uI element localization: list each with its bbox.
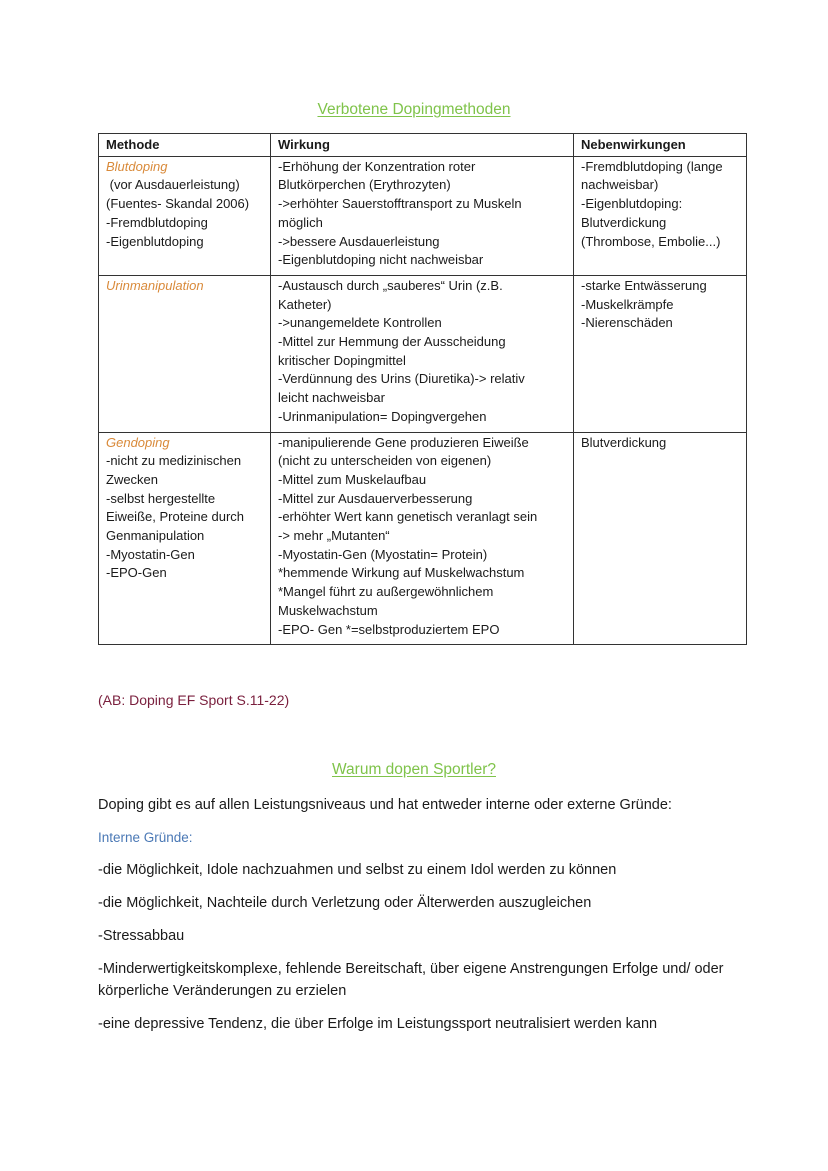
side-effect-line: -Nierenschäden xyxy=(581,315,673,331)
effect-line: leicht nachweisbar xyxy=(278,390,385,406)
reason-item: -die Möglichkeit, Idole nachzuahmen und selbst zu einem Idol werden zu können xyxy=(98,862,617,878)
effect-line: Katheter) xyxy=(278,296,332,312)
method-detail-line: Zwecken xyxy=(106,471,159,487)
method-detail-line: -nicht zu medizinischen xyxy=(106,453,242,469)
table-body xyxy=(99,156,747,645)
header-nebenwirkungen: Nebenwirkungen xyxy=(574,134,747,157)
section-title-doping-methods: Verbotene Dopingmethoden xyxy=(317,101,511,118)
effect-line: Muskelwachstum xyxy=(278,602,378,618)
reason-item: -Minderwertigkeitskomplexe, fehlende Bereitschaft, über eigene Anstrengungen Erfolge und/ oder körperliche Veränderungen zu erzielen xyxy=(98,961,724,999)
method-detail-line: -Fremdblutdoping xyxy=(106,214,208,230)
effect-line: -Mittel zum Muskelaufbau xyxy=(278,471,427,487)
side-effect-line: Blutverdickung xyxy=(581,214,667,230)
method-detail-line: -selbst hergestellte xyxy=(106,490,216,506)
effect-line: *Mangel führt zu außergewöhnlichem xyxy=(278,584,494,600)
method-cell xyxy=(99,156,271,275)
effect-line: -Austausch durch „sauberes“ Urin (z.B. xyxy=(278,277,503,293)
method-cell xyxy=(99,432,271,645)
table-header-row xyxy=(99,134,747,157)
effect-line: (nicht zu unterscheiden von eigenen) xyxy=(278,453,492,469)
side-effects-cell xyxy=(574,432,747,645)
effect-line: ->unangemeldete Kontrollen xyxy=(278,315,442,331)
doping-methods-table xyxy=(98,133,747,645)
method-detail-line: (Fuentes- Skandal 2006) xyxy=(106,196,250,212)
method-name: Gendoping xyxy=(106,434,170,450)
effect-line: ->erhöhter Sauerstofftransport zu Muskeln xyxy=(278,196,522,212)
table-row xyxy=(99,156,747,275)
internal-reasons-heading: Interne Gründe: xyxy=(98,830,193,845)
side-effects-cell xyxy=(574,156,747,275)
method-detail-line: -EPO-Gen xyxy=(106,565,167,581)
method-detail-line: Eiweiße, Proteine durch xyxy=(106,509,245,525)
effect-line: kritischer Dopingmittel xyxy=(278,352,406,368)
effect-line: -Erhöhung der Konzentration roter xyxy=(278,158,476,174)
method-detail-line: (vor Ausdauerleistung) xyxy=(106,177,240,193)
effect-line: -Urinmanipulation= Dopingvergehen xyxy=(278,408,487,424)
side-effect-line: nachweisbar) xyxy=(581,177,659,193)
side-effects-cell xyxy=(574,275,747,432)
side-effect-line: -Muskelkrämpfe xyxy=(581,296,674,312)
reason-item: -eine depressive Tendenz, die über Erfolge im Leistungssport neutralisiert werden kann xyxy=(98,1016,658,1032)
effect-line: -Myostatin-Gen (Myostatin= Protein) xyxy=(278,546,488,562)
intro-paragraph: Doping gibt es auf allen Leistungsniveaus und hat entweder interne oder externe Gründe: xyxy=(98,797,672,813)
side-effect-line: -Fremdblutdoping (lange xyxy=(581,158,723,174)
header-wirkung: Wirkung xyxy=(271,134,574,157)
side-effect-line: -starke Entwässerung xyxy=(581,277,707,293)
effect-line: -EPO- Gen *=selbstproduziertem EPO xyxy=(278,621,500,637)
section-title-why-dope: Warum dopen Sportler? xyxy=(332,761,496,778)
header-methode: Methode xyxy=(99,134,271,157)
table-row xyxy=(99,275,747,432)
source-reference: (AB: Doping EF Sport S.11-22) xyxy=(98,692,290,708)
method-detail-line: Genmanipulation xyxy=(106,528,205,544)
effect-line: -Verdünnung des Urins (Diuretika)-> relativ xyxy=(278,371,525,387)
effect-line: -> mehr „Mutanten“ xyxy=(278,528,390,544)
effect-cell xyxy=(271,156,574,275)
effect-line: -manipulierende Gene produzieren Eiweiße xyxy=(278,434,529,450)
effect-line: ->bessere Ausdauerleistung xyxy=(278,233,440,249)
table-row xyxy=(99,432,747,645)
effect-line: Blutkörperchen (Erythrozyten) xyxy=(278,177,451,193)
effect-line: -Eigenblutdoping nicht nachweisbar xyxy=(278,252,484,268)
side-effect-line: (Thrombose, Embolie...) xyxy=(581,233,721,249)
effect-line: möglich xyxy=(278,214,323,230)
effect-cell xyxy=(271,432,574,645)
effect-line: -Mittel zur Ausdauerverbesserung xyxy=(278,490,473,506)
method-detail-line: -Eigenblutdoping xyxy=(106,233,204,249)
effect-line: -erhöhter Wert kann genetisch veranlagt sein xyxy=(278,509,538,525)
effect-line: *hemmende Wirkung auf Muskelwachstum xyxy=(278,565,525,581)
side-effect-line: Blutverdickung xyxy=(581,434,667,450)
reason-item: -die Möglichkeit, Nachteile durch Verletzung oder Älterwerden auszugleichen xyxy=(98,895,592,911)
side-effect-line: -Eigenblutdoping: xyxy=(581,196,683,212)
method-detail-line: -Myostatin-Gen xyxy=(106,546,195,562)
method-name: Blutdoping xyxy=(106,158,168,174)
method-cell xyxy=(99,275,271,432)
reason-item: -Stressabbau xyxy=(98,928,185,944)
effect-line: -Mittel zur Hemmung der Ausscheidung xyxy=(278,334,506,350)
effect-cell xyxy=(271,275,574,432)
method-name: Urinmanipulation xyxy=(106,277,204,293)
